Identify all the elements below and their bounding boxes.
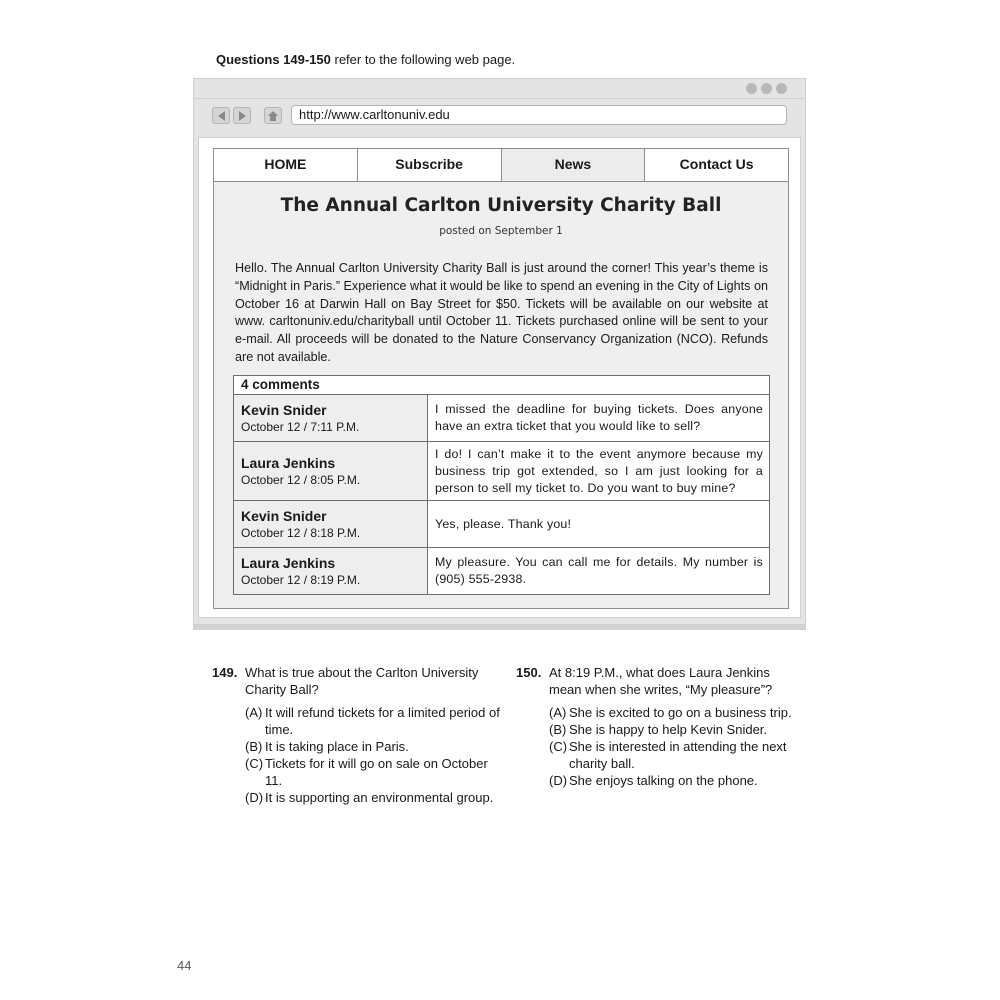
comment-text: Yes, please. Thank you! — [435, 516, 572, 531]
window-dot-icon[interactable] — [776, 83, 787, 94]
question-149 — [212, 664, 502, 806]
answer-option-c[interactable] — [549, 738, 806, 772]
post-body: Hello. The Annual Carlton University Charity Ball is just around the corner! This year’s theme is “Midnight in Paris.” Experience what it would be like to spend an evening in the City of Lights on October 16 at Darwin Hall on Bay Street for $50. Tickets will be available on our website at www. carltonuniv.edu/charityball until October 11. Tickets purchased online will be sent to your e-mail. All proceeds will be donated to the Nature Conservancy Organization (NCO). Refunds are not available. — [235, 261, 768, 364]
comment-author-cell — [234, 548, 428, 594]
home-button[interactable] — [264, 107, 282, 124]
option-text: She is interested in attending the next charity ball. — [569, 739, 787, 771]
question-text: What is true about the Carlton University Charity Ball? — [245, 665, 479, 697]
web-page — [213, 148, 789, 609]
option-letter: (C) — [245, 756, 264, 771]
comment-text: I do! I can’t make it to the event anymore because my business trip got extended, so I am just looking for a person to sell my ticket to. Do you want to buy mine? — [435, 446, 763, 495]
comment-author-cell — [234, 395, 428, 441]
window-dot-icon[interactable] — [761, 83, 772, 94]
option-text: She is excited to go on a business trip. — [569, 705, 792, 720]
comments-table — [233, 375, 770, 595]
window-dot-icon[interactable] — [746, 83, 757, 94]
arrow-right-icon — [239, 111, 246, 121]
option-text: She is happy to help Kevin Snider. — [569, 722, 768, 737]
question-number: 150. — [516, 665, 542, 680]
tab-home[interactable]: HOME — [214, 149, 358, 181]
comment-row — [234, 501, 769, 548]
answer-options — [245, 704, 502, 806]
comment-timestamp: October 12 / 8:19 P.M. — [241, 572, 361, 587]
comment-text: I missed the deadline for buying tickets. Does anyone have an extra ticket that you would like to sell? — [435, 402, 763, 433]
option-text: She enjoys talking on the phone. — [569, 773, 758, 788]
comment-author: Kevin Snider — [241, 401, 327, 418]
question-150 — [516, 664, 806, 789]
page-number: 44 — [177, 958, 192, 973]
tab-news[interactable]: News — [502, 149, 646, 181]
address-bar[interactable]: http://www.carltonuniv.edu — [291, 105, 787, 125]
option-letter: (B) — [549, 722, 567, 737]
post-date: posted on September 1 — [439, 225, 563, 237]
option-letter: (A) — [549, 705, 567, 720]
tab-subscribe[interactable]: Subscribe — [358, 149, 502, 181]
answer-option-a[interactable] — [549, 704, 806, 721]
option-text: Tickets for it will go on sale on October 11. — [265, 756, 488, 788]
forward-button[interactable] — [233, 107, 251, 124]
option-letter: (C) — [549, 739, 568, 754]
option-text: It will refund tickets for a limited period of time. — [265, 705, 500, 737]
browser-content — [198, 137, 801, 618]
intro-question-range: Questions 149-150 — [216, 52, 331, 67]
intro-text: refer to the following web page. — [330, 52, 516, 67]
questions-intro — [216, 52, 515, 67]
option-letter: (D) — [245, 790, 264, 805]
comment-row — [234, 395, 769, 442]
answer-option-c[interactable] — [245, 755, 502, 789]
comment-row — [234, 548, 769, 594]
comment-timestamp: October 12 / 8:18 P.M. — [241, 525, 361, 540]
home-icon — [268, 111, 278, 121]
comment-timestamp: October 12 / 7:11 P.M. — [241, 419, 360, 434]
browser-nav-buttons — [212, 107, 282, 124]
comments-heading: 4 comments — [234, 376, 769, 395]
answer-option-b[interactable] — [245, 738, 502, 755]
option-letter: (B) — [245, 739, 263, 754]
comment-author: Kevin Snider — [241, 507, 327, 524]
tab-contact-us[interactable]: Contact Us — [645, 149, 788, 181]
window-controls — [746, 83, 787, 94]
answer-option-d[interactable] — [549, 772, 806, 789]
site-nav-tabs — [214, 149, 788, 182]
answer-options — [549, 704, 806, 789]
answer-option-b[interactable] — [549, 721, 806, 738]
toolbar-divider — [194, 98, 805, 99]
answer-option-d[interactable] — [245, 789, 502, 806]
comment-author: Laura Jenkins — [241, 554, 336, 571]
answer-option-a[interactable] — [245, 704, 502, 738]
comment-timestamp: October 12 / 8:05 P.M. — [241, 472, 361, 487]
browser-window — [193, 78, 806, 625]
back-button[interactable] — [212, 107, 230, 124]
comment-author-cell — [234, 442, 428, 500]
option-letter: (A) — [245, 705, 263, 720]
comment-author: Laura Jenkins — [241, 454, 336, 471]
option-text: It is supporting an environmental group. — [265, 790, 494, 805]
post-title: The Annual Carlton University Charity Ball — [280, 195, 722, 216]
option-text: It is taking place in Paris. — [265, 739, 409, 754]
comment-author-cell — [234, 501, 428, 547]
question-number: 149. — [212, 665, 238, 680]
question-text: At 8:19 P.M., what does Laura Jenkins mean when she writes, “My pleasure”? — [549, 665, 773, 697]
option-letter: (D) — [549, 773, 568, 788]
arrow-left-icon — [218, 111, 225, 121]
comment-text: My pleasure. You can call me for details. My number is (905) 555-2938. — [435, 555, 763, 586]
comment-row — [234, 442, 769, 501]
